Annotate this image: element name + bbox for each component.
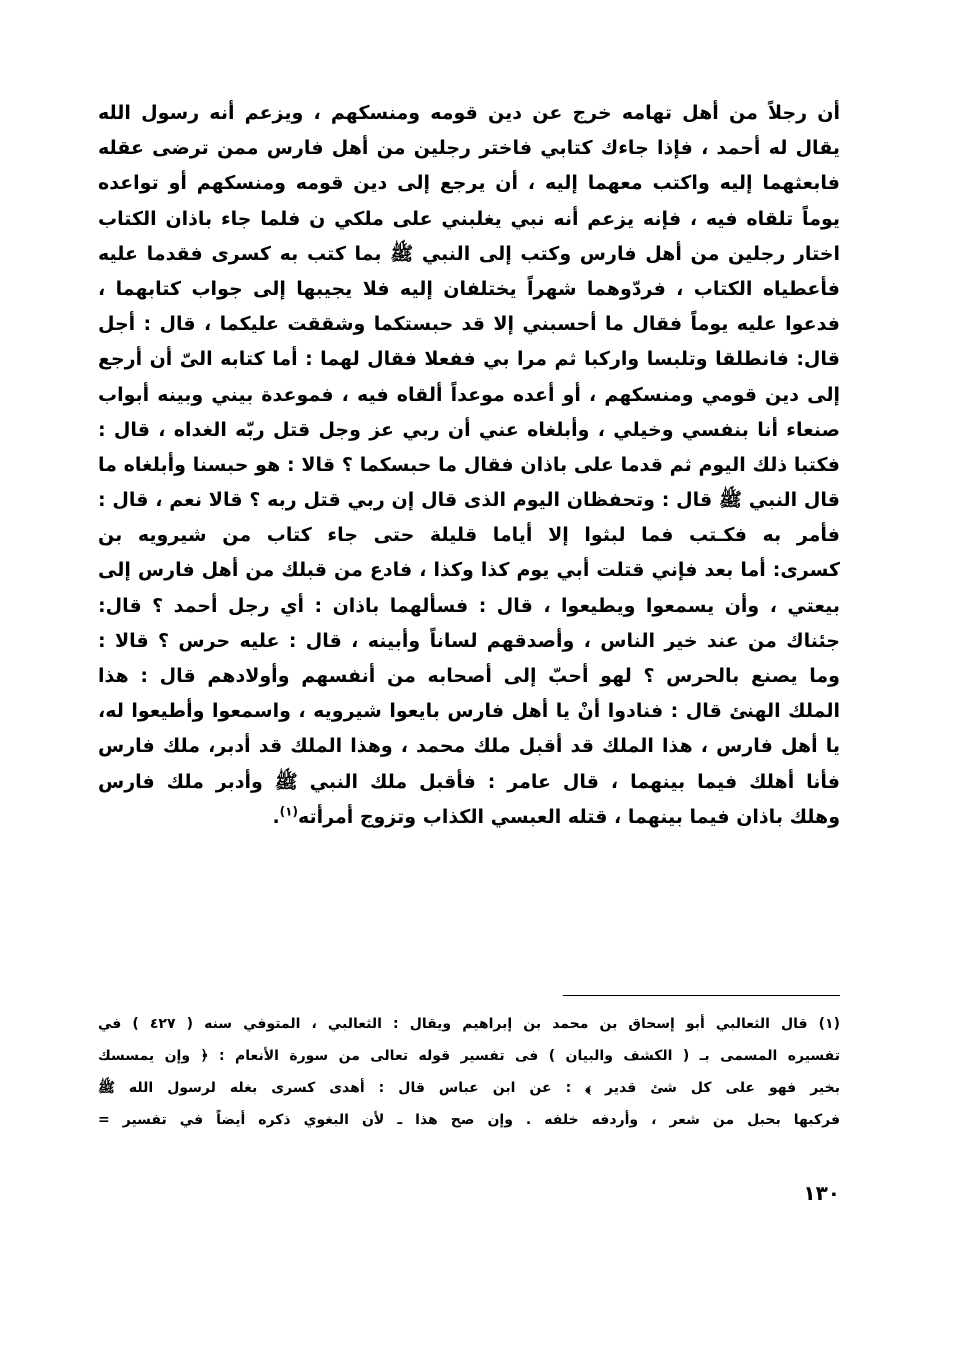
text-line-last-content: وهلك باذان فيما بينهما ، قتله العبسي الكذاب وتزوج أمرأته (297, 805, 840, 828)
text-line: الملك الهنئ قال : فنادوا أنْ يا أهل فارس بايعوا شيرويه ، واسمعوا وأطيعوا له، (98, 700, 840, 723)
text-line: فدعوا عليه يوماً فقال ما أحسبني إلا قد حبستكما وشققت عليكما ، قال : أجل (98, 313, 840, 336)
text-line: فأنا أهلك فيما بينهما ، قال عامر : فأقبل ملك النبي ﷺ وأدبر ملك فارس (98, 770, 840, 793)
text-line: قال النبي ﷺ قال : وتحفظان اليوم الذى قال إن ربي قتل ربه ؟ قالا نعم ، قال : (98, 489, 840, 512)
text-line: اختار رجلين من أهل فارس وكتب إلى النبي ﷺ بما كتب به كسرى فقدما عليه (98, 242, 840, 265)
text-line: فأعطياه الكتاب ، فردّوهما شهراً يختلفان إليه فلا يجيبها إلى جواب كتابهما ، (98, 277, 840, 300)
text-line: جئناك من عند خير الناس ، وأصدقهم لساناً وأبينه ، قال : عليه حرس ؟ قالا : (98, 629, 840, 652)
text-line: كسرى: أما بعد فإني قتلت أبي يوم كذا وكذا ، فادع من قبلك من أهل فارس إلى (98, 559, 840, 582)
footnote-line: بخير فهو على كل شئ قدير ﴾ : عن ابن عباس قال : أهدى كسرى بغله لرسول الله ﷺ (98, 1080, 840, 1096)
text-line: إلى دين قومي ومنسكهم ، أو أعده موعداً ألقاه فيه ، فموعدة بيني وبينه أبواب (98, 383, 840, 406)
footnote-line: تفسيره المسمى بـ ( الكشف والبيان ) فى تفسير قوله تعالى من سورة الأنعام : ﴿ وإن يمسسك (98, 1048, 840, 1064)
text-line: فكتبا ذلك اليوم ثم قدما على باذان فقال ما حبسكما ؟ قالا : هو حبسنا وأبلغاه ما (98, 453, 840, 476)
text-line: فابعثهما إليه واكتب معهما إليه ، أن يرجع إلى دين قومه ومنسكهم أو تواعده (98, 172, 840, 195)
footnote-line: فركبها بحبل من شعر ، وأردفه خلفه . وإن صح هذا ـ لأن البغوي ذكره أيضاً في تفسير = (98, 1112, 840, 1128)
text-line-last: وهلك باذان فيما بينهما ، قتله العبسي الكذاب وتزوج أمرأته$^{(١)}$. (272, 804, 840, 828)
text-line: وما يصنع بالحرس ؟ لهو أحبّ إلى أصحابه من أنفسهم وأولادهم قال : هذا (98, 665, 840, 687)
page-number: ١٣٠ (803, 1181, 840, 1205)
text-line: قال: فانطلقا وتلبسا واركبا ثم مرا بي ففعلا فقال لهما : أما كتابه الىّ أن أرجع (98, 348, 840, 371)
footnote-reference[interactable]: (١) (279, 804, 298, 819)
main-text-block (98, 96, 840, 835)
text-line: صنعاء أنا بنفسي وخيلي ، وأبلغاه عني أن ربي عز وجل قتل ربّه الغداه ، قال : (98, 418, 840, 441)
footnote-line: (١) قال الثعالبي أبو إسحاق بن محمد بن إبراهيم ويقال : الثعالبي ، المتوفي سنه ( ٤٢٧ ) في (98, 1016, 840, 1032)
text-line: يوماً تلقاه فيه ، فإنه يزعم أنه نبي يغلبني على ملكي ن فلما جاء باذان الكتاب (98, 207, 840, 230)
text-line: أن رجلاً من أهل تهامه خرج عن دين قومه ومنسكهم ، ويزعم أنه رسول الله (98, 102, 840, 124)
footnotes-block (98, 1008, 840, 1136)
text-line: بيعتي ، وأن يسمعوا ويطيعوا ، قال : فسألهما باذان : أي رجل أحمد ؟ قال: (98, 594, 840, 617)
footnote-separator (563, 995, 840, 996)
text-line: فأمر به فكـتب فما لبثوا إلا أياما قليلة حتى جاء كتاب من شيرويه بن (98, 524, 840, 547)
text-line: يا أهل فارس ، هذا الملك قد أقبل ملك محمد ، وهذا الملك قد أدبر، ملك فارس (98, 735, 840, 758)
text-line: يقال له أحمد ، فإذا جاءك كتابي فاختر رجلين من أهل فارس ممن ترضى عقله (98, 137, 840, 160)
